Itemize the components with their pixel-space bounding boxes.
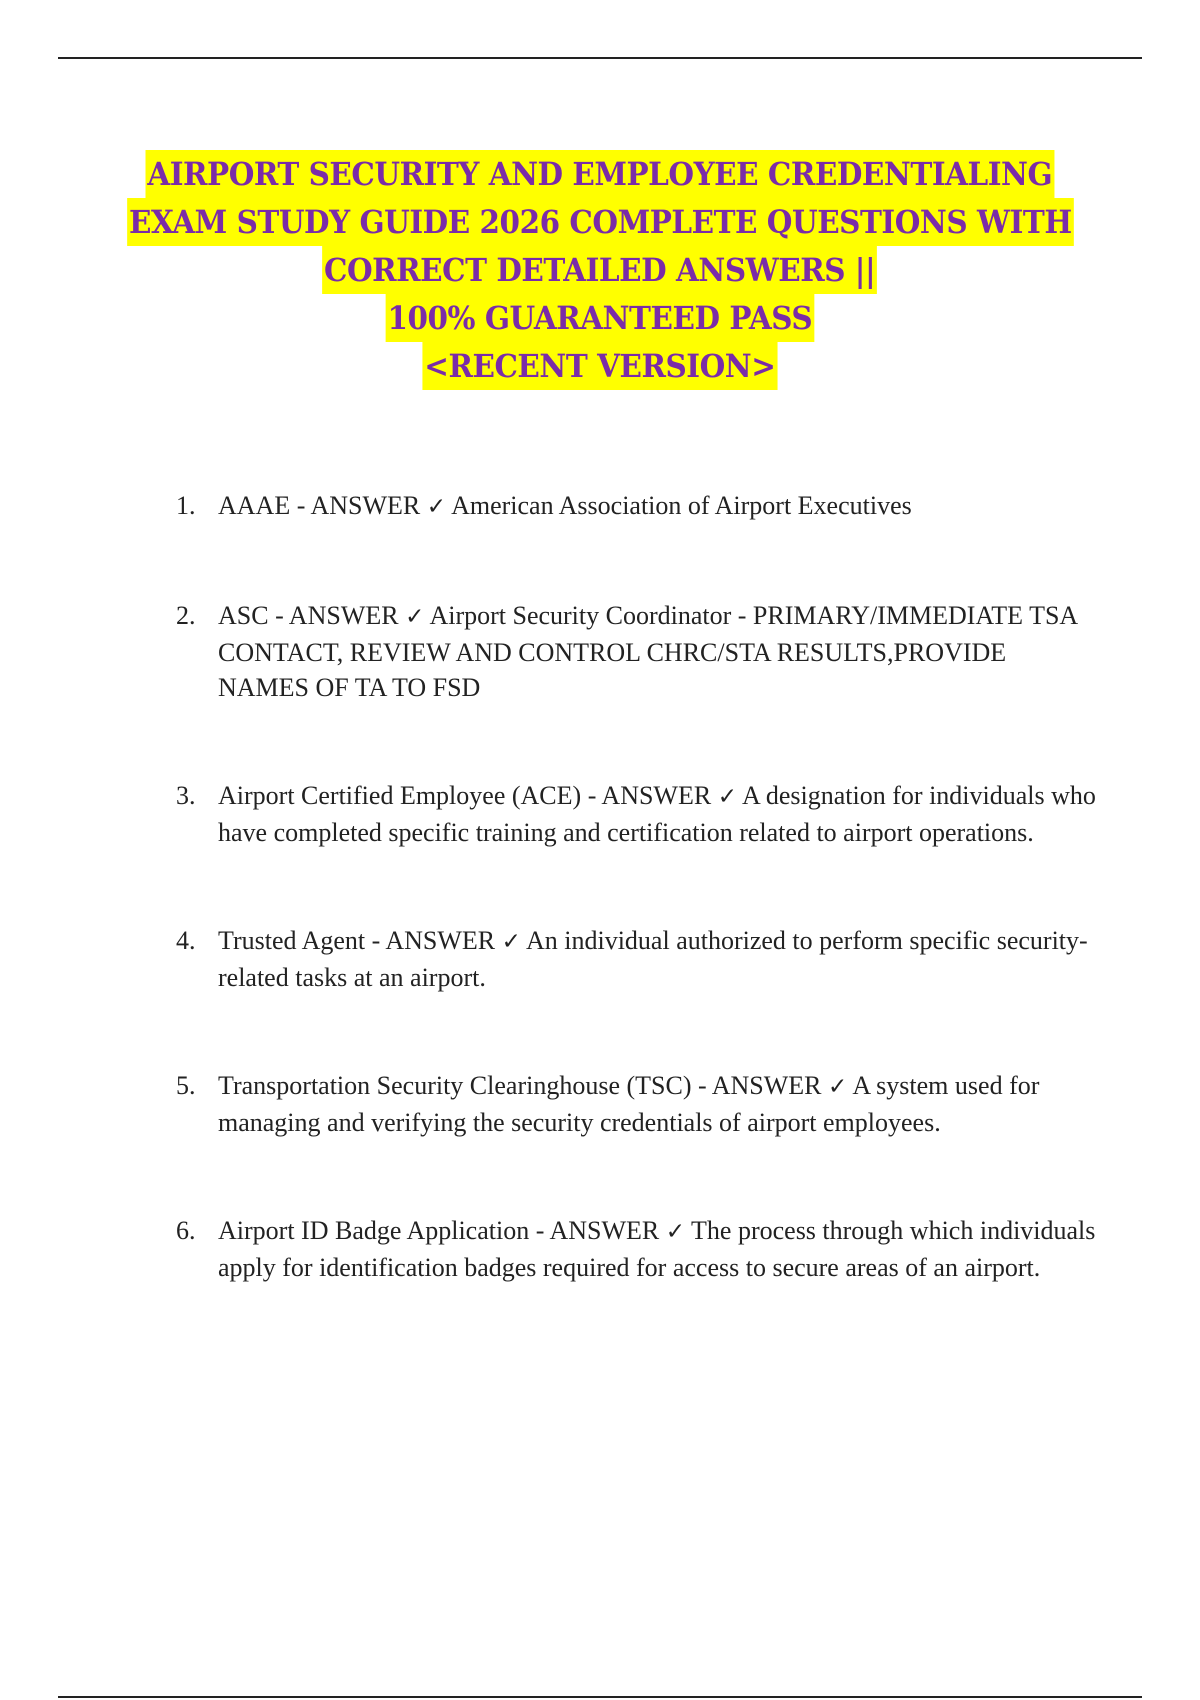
title-line: <RECENT VERSION> bbox=[60, 342, 1140, 390]
document-title bbox=[60, 150, 1140, 390]
bottom-rule bbox=[58, 1696, 1142, 1698]
title-line: 100% GUARANTEED PASS bbox=[60, 294, 1140, 342]
item-definition: The process through which individuals apply for identification badges required for access to secure areas of an airport. bbox=[218, 1216, 1096, 1282]
item-definition: A designation for individuals who have completed specific training and certification related to airport operations. bbox=[218, 781, 1096, 847]
top-rule bbox=[58, 57, 1142, 59]
item-number: 2. bbox=[176, 601, 196, 630]
item-term: AAAE bbox=[218, 491, 291, 520]
answer-label: - ANSWER bbox=[697, 1071, 822, 1100]
answer-label: - ANSWER bbox=[371, 926, 496, 955]
list-item bbox=[176, 1213, 1096, 1285]
check-icon: ✓ bbox=[717, 784, 737, 810]
item-number: 5. bbox=[176, 1071, 196, 1100]
answer-label: - ANSWER bbox=[296, 491, 421, 520]
answer-label: - ANSWER bbox=[587, 781, 712, 810]
list-item bbox=[176, 598, 1096, 705]
item-number: 3. bbox=[176, 781, 196, 810]
item-definition: Airport Security Coordinator - PRIMARY/IMMEDIATE TSA CONTACT, REVIEW AND CONTROL CHRC/STA RESULTS,PROVIDE NAMES OF TA TO FSD bbox=[218, 601, 1077, 702]
item-term: Airport ID Badge Application bbox=[218, 1216, 530, 1245]
list-item bbox=[176, 1068, 1096, 1140]
check-icon: ✓ bbox=[426, 494, 446, 520]
check-icon: ✓ bbox=[827, 1074, 848, 1100]
item-number: 1. bbox=[176, 491, 196, 520]
item-number: 4. bbox=[176, 926, 196, 955]
list-item bbox=[176, 778, 1096, 850]
qa-list bbox=[176, 488, 1096, 1285]
title-line: AIRPORT SECURITY AND EMPLOYEE CREDENTIALING bbox=[60, 150, 1140, 198]
check-icon: ✓ bbox=[665, 1219, 685, 1245]
check-icon: ✓ bbox=[501, 929, 521, 955]
item-term: Transportation Security Clearinghouse (TSC) bbox=[218, 1071, 692, 1100]
answer-label: - ANSWER bbox=[535, 1216, 660, 1245]
item-number: 6. bbox=[176, 1216, 196, 1245]
item-term: Airport Certified Employee (ACE) bbox=[218, 781, 582, 810]
item-definition: An individual authorized to perform specific security-related tasks at an airport. bbox=[218, 926, 1088, 992]
item-term: Trusted Agent bbox=[218, 926, 366, 955]
list-item bbox=[176, 923, 1096, 995]
title-line: EXAM STUDY GUIDE 2026 COMPLETE QUESTIONS WITH bbox=[60, 198, 1140, 246]
check-icon: ✓ bbox=[405, 604, 425, 630]
answer-label: - ANSWER bbox=[275, 601, 399, 630]
list-item bbox=[176, 488, 1096, 525]
item-definition: A system used for managing and verifying the security credentials of airport employees. bbox=[218, 1071, 1040, 1137]
title-line: CORRECT DETAILED ANSWERS || bbox=[60, 246, 1140, 294]
item-term: ASC bbox=[218, 601, 269, 630]
item-definition: American Association of Airport Executives bbox=[451, 491, 912, 520]
